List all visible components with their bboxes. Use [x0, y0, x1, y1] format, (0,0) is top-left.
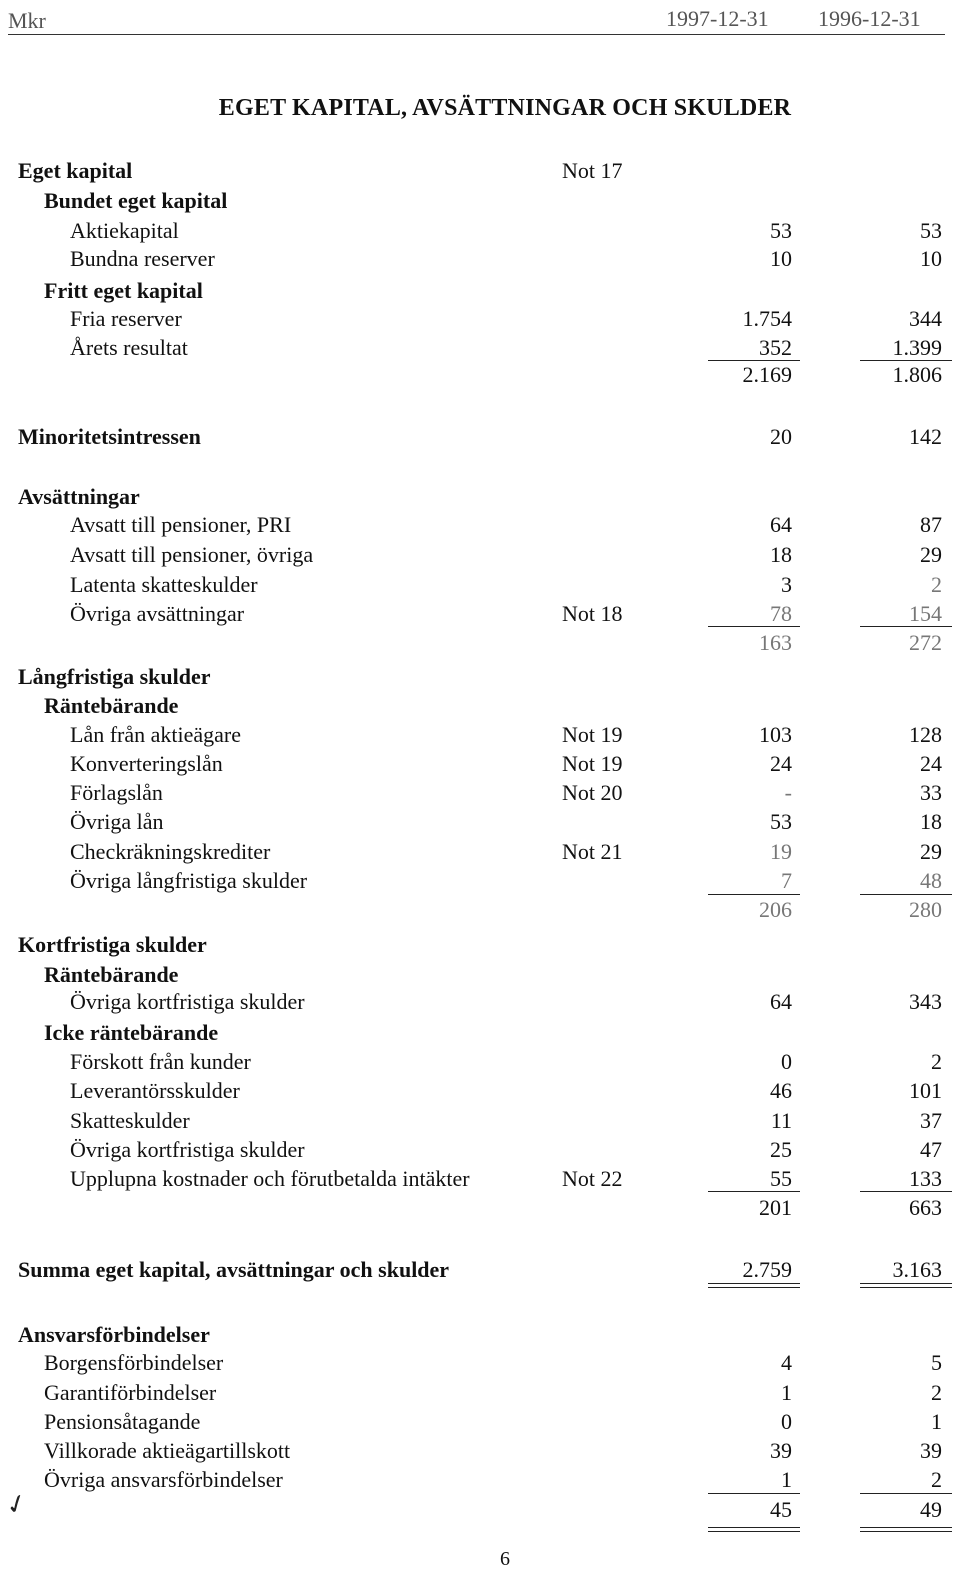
row-label: Övriga avsättningar — [70, 601, 245, 626]
section-heading: Eget kapital — [18, 158, 133, 183]
row-label: Årets resultat — [70, 335, 188, 360]
table-row — [0, 188, 960, 216]
row-label: Upplupna kostnader och förutbetalda intäkter — [70, 1166, 470, 1191]
sum-underline — [708, 1493, 800, 1494]
subtotal-row — [0, 897, 960, 925]
row-label: Fria reserver — [70, 306, 182, 331]
value-1997: 1 — [781, 1467, 792, 1492]
subsection-heading: Räntebärande — [44, 693, 179, 718]
value-1997: 1 — [781, 1380, 792, 1405]
row-label: Avsatt till pensioner, PRI — [70, 512, 292, 537]
sum-underline — [708, 894, 800, 895]
sum-underline — [860, 626, 952, 627]
subsection-heading: Räntebärande — [44, 962, 179, 987]
value-1996: 1 — [931, 1409, 942, 1434]
table-row — [0, 246, 960, 274]
note-ref: Not 20 — [562, 780, 623, 805]
value-1996: 18 — [920, 809, 942, 834]
row-label: Leverantörsskulder — [70, 1078, 240, 1103]
subtotal-1997: 206 — [759, 897, 792, 922]
value-1997: 20 — [770, 424, 792, 449]
note-ref: Not 19 — [562, 751, 623, 776]
row-label: Garantiförbindelser — [44, 1380, 217, 1405]
table-row — [0, 664, 960, 692]
value-1997: 352 — [759, 335, 792, 360]
table-row — [0, 868, 960, 896]
value-1996: 33 — [920, 780, 942, 805]
value-1997: 10 — [770, 246, 792, 271]
value-1996: 47 — [920, 1137, 942, 1162]
row-label: Övriga långfristiga skulder — [70, 868, 308, 893]
double-underline — [708, 1531, 800, 1532]
row-label: Konverteringslån — [70, 751, 223, 776]
value-1996: 2 — [931, 572, 942, 597]
row-label: Villkorade aktieägartillskott — [44, 1438, 291, 1463]
value-1996: 10 — [920, 246, 942, 271]
value-1996: 37 — [920, 1108, 942, 1133]
sum-underline — [708, 626, 800, 627]
table-row — [0, 989, 960, 1017]
column-date-1996: 1996-12-31 — [818, 6, 921, 31]
sum-underline — [860, 360, 952, 361]
subtotal-row — [0, 1195, 960, 1223]
subtotal-1997: 45 — [770, 1497, 792, 1522]
row-label: Latenta skatteskulder — [70, 572, 258, 597]
table-row — [0, 278, 960, 306]
table-row — [0, 751, 960, 779]
sum-underline — [860, 1191, 952, 1192]
pen-mark-icon: ✓ — [1, 1487, 32, 1522]
double-underline — [708, 1287, 800, 1288]
table-row — [0, 158, 960, 186]
table-row — [0, 1078, 960, 1106]
row-label: Aktiekapital — [70, 218, 179, 243]
table-row — [0, 484, 960, 512]
table-row — [0, 780, 960, 808]
value-1996: 2 — [931, 1467, 942, 1492]
table-row — [0, 512, 960, 540]
value-1997: 103 — [759, 722, 792, 747]
row-label: Avsatt till pensioner, övriga — [70, 542, 314, 567]
value-1996: 29 — [920, 542, 942, 567]
section-heading: Kortfristiga skulder — [18, 932, 207, 957]
value-1997: 55 — [770, 1166, 792, 1191]
table-row — [0, 572, 960, 600]
subtotal-1996: 280 — [909, 897, 942, 922]
double-underline — [860, 1283, 952, 1284]
double-underline — [860, 1531, 952, 1532]
table-row — [0, 218, 960, 246]
section-heading: Avsättningar — [18, 484, 140, 509]
grand-total-1997: 2.759 — [742, 1257, 792, 1282]
subtotal-row — [0, 1497, 960, 1525]
value-1996: 2 — [931, 1049, 942, 1074]
table-row — [0, 601, 960, 629]
table-row — [0, 1438, 960, 1466]
grand-total-1996: 3.163 — [892, 1257, 942, 1282]
row-label: Lån från aktieägare — [70, 722, 241, 747]
sum-underline — [708, 1191, 800, 1192]
grand-total-label: Summa eget kapital, avsättningar och skulder — [18, 1257, 450, 1282]
table-row — [0, 306, 960, 334]
note-ref: Not 18 — [562, 601, 623, 626]
table-row — [0, 839, 960, 867]
value-1996: 5 — [931, 1350, 942, 1375]
row-label: Förlagslån — [70, 780, 163, 805]
table-row — [0, 1166, 960, 1194]
row-label: Övriga kortfristiga skulder — [70, 989, 305, 1014]
value-1997: 53 — [770, 809, 792, 834]
sum-underline — [860, 894, 952, 895]
subsection-heading: Fritt eget kapital — [44, 278, 203, 303]
value-1996: 1.399 — [892, 335, 942, 360]
subsection-heading: Bundet eget kapital — [44, 188, 228, 213]
table-row — [0, 335, 960, 363]
subtotal-1997: 201 — [759, 1195, 792, 1220]
value-1996: 343 — [909, 989, 942, 1014]
column-date-1997: 1997-12-31 — [666, 6, 769, 31]
value-1996: 53 — [920, 218, 942, 243]
value-1997: 11 — [770, 1108, 792, 1133]
value-1997: 18 — [770, 542, 792, 567]
subtotal-1996: 49 — [920, 1497, 942, 1522]
value-1996: 154 — [909, 601, 942, 626]
value-1997: 1.754 — [742, 306, 792, 331]
table-row — [0, 1137, 960, 1165]
table-row — [0, 1380, 960, 1408]
value-1996: 142 — [909, 424, 942, 449]
value-1997: 39 — [770, 1438, 792, 1463]
table-row — [0, 542, 960, 570]
section-heading: Långfristiga skulder — [18, 664, 211, 689]
table-row — [0, 1049, 960, 1077]
subtotal-1996: 1.806 — [892, 362, 942, 387]
value-1997: 64 — [770, 512, 792, 537]
value-1996: 344 — [909, 306, 942, 331]
double-underline — [708, 1527, 800, 1528]
value-1997: 3 — [781, 572, 792, 597]
value-1997: 7 — [781, 868, 792, 893]
subtotal-1996: 663 — [909, 1195, 942, 1220]
value-1996: 24 — [920, 751, 942, 776]
value-1997: 24 — [770, 751, 792, 776]
note-ref: Not 19 — [562, 722, 623, 747]
table-row — [0, 1322, 960, 1350]
sum-underline — [708, 360, 800, 361]
value-1997: 53 — [770, 218, 792, 243]
table-row — [0, 1467, 960, 1495]
double-underline — [860, 1527, 952, 1528]
table-row — [0, 693, 960, 721]
value-1996: 48 — [920, 868, 942, 893]
double-underline — [860, 1287, 952, 1288]
section-heading: Ansvarsförbindelser — [18, 1322, 210, 1347]
note-ref: Not 22 — [562, 1166, 623, 1191]
value-1997: 19 — [770, 839, 792, 864]
row-label: Pensionsåtagande — [44, 1409, 201, 1434]
value-1997: 78 — [770, 601, 792, 626]
table-row — [0, 1409, 960, 1437]
value-1997: 4 — [781, 1350, 792, 1375]
table-row — [0, 722, 960, 750]
page-title: EGET KAPITAL, AVSÄTTNINGAR OCH SKULDER — [218, 95, 792, 121]
value-1997: 25 — [770, 1137, 792, 1162]
row-label: Övriga ansvarsförbindelser — [44, 1467, 283, 1492]
subtotal-row — [0, 362, 960, 390]
subtotal-1997: 2.169 — [742, 362, 792, 387]
value-1997: 0 — [781, 1049, 792, 1074]
unit-label: Mkr — [8, 8, 46, 33]
page-header — [8, 4, 945, 35]
row-label: Checkräkningskrediter — [70, 839, 271, 864]
subtotal-1996: 272 — [909, 630, 942, 655]
row-label: Bundna reserver — [70, 246, 215, 271]
table-row — [0, 1350, 960, 1378]
table-row — [0, 424, 960, 452]
double-underline — [708, 1283, 800, 1284]
sum-underline — [860, 1493, 952, 1494]
note-ref: Not 21 — [562, 839, 623, 864]
subtotal-row — [0, 630, 960, 658]
section-heading: Minoritetsintressen — [18, 424, 201, 449]
value-1996: 39 — [920, 1438, 942, 1463]
value-1996: 2 — [931, 1380, 942, 1405]
note-ref: Not 17 — [562, 158, 623, 183]
table-row — [0, 932, 960, 960]
table-row — [0, 962, 960, 990]
value-1997: 64 — [770, 989, 792, 1014]
row-label: Övriga kortfristiga skulder — [70, 1137, 305, 1162]
value-1996: 87 — [920, 512, 942, 537]
value-1997: 46 — [770, 1078, 792, 1103]
row-label: Övriga lån — [70, 809, 164, 834]
value-1997: - — [784, 780, 792, 805]
row-label: Skatteskulder — [70, 1108, 190, 1133]
value-1997: 0 — [781, 1409, 792, 1434]
table-row — [0, 809, 960, 837]
table-row — [0, 1108, 960, 1136]
page-number: 6 — [500, 1548, 510, 1570]
row-label: Borgensförbindelser — [44, 1350, 224, 1375]
value-1996: 128 — [909, 722, 942, 747]
value-1996: 29 — [920, 839, 942, 864]
row-label: Förskott från kunder — [70, 1049, 251, 1074]
value-1996: 101 — [909, 1078, 942, 1103]
subsection-heading: Icke räntebärande — [44, 1020, 219, 1045]
grand-total-row — [0, 1257, 960, 1285]
table-row — [0, 1020, 960, 1048]
value-1996: 133 — [909, 1166, 942, 1191]
subtotal-1997: 163 — [759, 630, 792, 655]
